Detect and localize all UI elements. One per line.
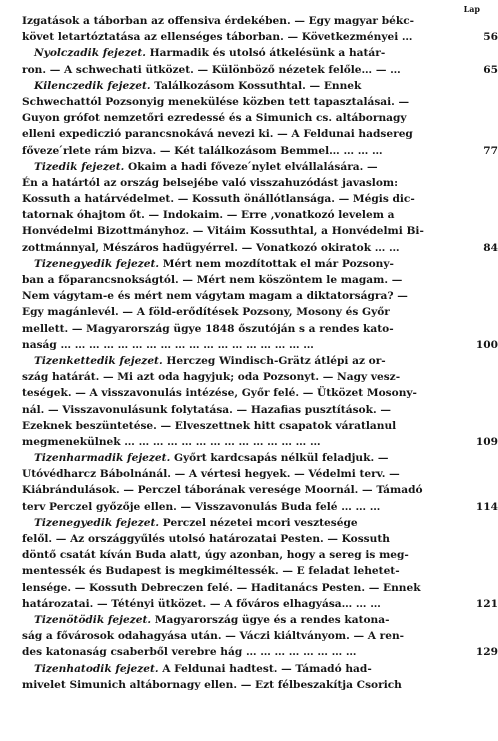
- toc-line: [22, 94, 474, 110]
- toc-line: [22, 272, 474, 288]
- toc-line: [22, 288, 474, 304]
- toc-line-text: lensége. — Kossuth Debreczen felé. — Haditanács Pesten. — Ennek: [22, 581, 421, 594]
- toc-line-text: Harmadik és utolsó átkelésünk a határ-: [145, 47, 386, 60]
- toc-line: [22, 13, 474, 29]
- page-number: 65: [483, 63, 498, 76]
- toc-line: [22, 628, 474, 644]
- toc-line-text: teségek. — A visszavonulás intézése, Győr felé. — Ütközet Mosony-: [22, 387, 417, 400]
- toc-line-text: Mért nem mozdítottak el már Pozsony-: [159, 257, 394, 270]
- toc-line: [22, 563, 474, 579]
- toc-line-text: szág határát. — Mi azt oda hagyjuk; oda Pozsonyt. — Nagy vesz-: [22, 371, 401, 384]
- toc-line: [22, 207, 474, 223]
- toc-line-text: követ letartóztatása az ellenséges táborban. — Következményei …: [22, 31, 413, 44]
- toc-line: [22, 385, 474, 401]
- toc-line-text: Kiábrándulások. — Perczel táborának veresége Moornál. — Támadó: [22, 484, 423, 497]
- toc-line: [22, 45, 474, 61]
- toc-line-text: Én a határtól az ország belsejébe való visszahuzódást javaslom:: [22, 176, 399, 189]
- toc-line: [22, 596, 498, 612]
- table-of-contents: [22, 13, 498, 693]
- toc-line: [22, 256, 474, 272]
- toc-line: [22, 644, 498, 660]
- toc-line-text: felől. — Az országgyűlés utolsó határozatai Pesten. — Kossuth: [22, 533, 390, 545]
- toc-line: [22, 321, 474, 337]
- toc-line-text: des katonaság csaberből verebre hág … … … … … … … …: [22, 646, 357, 659]
- page-number: 114: [475, 500, 498, 513]
- chapter-heading: Tizenharmadik fejezet.: [34, 452, 171, 465]
- toc-line: [22, 547, 474, 563]
- chapter-heading: Kilenczedik fejezet.: [34, 79, 151, 92]
- toc-line: [22, 434, 498, 450]
- page-number: 56: [483, 31, 498, 44]
- toc-entry: [22, 661, 474, 693]
- toc-line-text: Magyarország ügye és a rendes katona-: [151, 613, 390, 626]
- toc-line: [22, 223, 474, 239]
- toc-line-text: Ezeknek beszüntetése. — Elveszettnek hitt csapatok váratlanul: [22, 419, 397, 432]
- toc-entry: [22, 353, 498, 450]
- toc-line-text: A Feldunai hadtest. — Támadó had-: [158, 662, 372, 675]
- toc-line: [22, 661, 474, 677]
- toc-line-text: nál. — Visszavonulásunk folytatása. — Hazafias pusztítások. —: [22, 403, 391, 416]
- toc-line-text: zottmánnyal, Mészáros hadügyérrel. — Vonatkozó okiratok … …: [22, 241, 400, 254]
- page-number: 100: [475, 338, 498, 351]
- toc-line: [22, 402, 474, 418]
- toc-line-text: Herczeg Windisch-Grätz átlépi az or-: [162, 354, 386, 367]
- toc-line-text: határozatai. — Tétényi ütközet. — A főváros elhagyása… … …: [22, 597, 381, 610]
- toc-line: [22, 126, 474, 142]
- toc-line-text: Izgatások a táborban az offensiva érdekében. — Egy magyar békc-: [22, 15, 415, 27]
- page-number: 84: [483, 241, 498, 254]
- toc-line: [22, 515, 474, 531]
- page-number: 129: [475, 646, 498, 659]
- chapter-heading: Tizenötödik fejezet.: [34, 613, 152, 626]
- toc-line-text: mentessék és Budapest is megkiméltessék. — E feladat lehetet-: [22, 565, 400, 578]
- toc-line: [22, 110, 474, 126]
- toc-line: [22, 612, 474, 628]
- toc-line: [22, 499, 498, 515]
- toc-line-text: mellett. — Magyarország ügye 1848 őszutóján s a rendes kato-: [22, 322, 394, 335]
- toc-line: [22, 531, 474, 547]
- toc-entry: [22, 78, 498, 159]
- toc-line-text: Okaim a hadi főveze ́nylet elvállalására. —: [124, 160, 378, 173]
- toc-entry: [22, 256, 498, 353]
- toc-line-text: Nem vágytam-e és mért nem vágytam magam a diktatorságra? —: [22, 290, 408, 303]
- toc-line: [22, 78, 474, 94]
- toc-line-text: főveze ́rlete rám bizva. — Két találkozásom Bemmel… … … …: [22, 144, 383, 157]
- toc-line: [22, 191, 474, 207]
- toc-line-text: Találkozásom Kossuthtal. — Ennek: [150, 79, 362, 92]
- toc-line: [22, 143, 498, 159]
- toc-entry: [22, 515, 498, 612]
- toc-line: [22, 240, 498, 256]
- page-number: 77: [483, 144, 498, 157]
- toc-line: [22, 369, 474, 385]
- toc-entry: [22, 13, 498, 45]
- toc-line-text: terv Perczel győzője ellen. — Visszavonulás Buda felé … … …: [22, 500, 381, 513]
- toc-line: [22, 677, 474, 693]
- toc-line-text: Egy magánlevél. — A föld-erődítések Pozsony, Mosony és Győr: [22, 306, 390, 319]
- toc-entry: [22, 45, 498, 77]
- toc-line-text: Honvédelmi Bizottmányhoz. — Vitáim Kossuthtal, a Honvédelmi Bi-: [22, 225, 424, 238]
- toc-line: [22, 482, 474, 498]
- toc-line: [22, 353, 474, 369]
- toc-line-text: ság a fővárosok odahagyása után. — Váczi kiáltványom. — A ren-: [22, 630, 405, 643]
- toc-line-text: Utóvédharcz Bábolnánál. — A vértesi hegyek. — Védelmi terv. —: [22, 468, 400, 481]
- chapter-heading: Tizenkettedik fejezet.: [34, 354, 163, 367]
- toc-line: [22, 159, 474, 175]
- toc-line-text: döntő csatát kíván Buda alatt, úgy azonban, hogy a sereg is meg-: [22, 549, 409, 562]
- chapter-heading: Tizenegyedik fejezet.: [34, 516, 160, 529]
- toc-line-text: Guyon grófot nemzetőri ezredessé és a Simunich cs. altábornagy: [22, 112, 407, 125]
- toc-entry: [22, 612, 498, 661]
- page-number: 121: [475, 597, 498, 610]
- toc-line: [22, 418, 474, 434]
- toc-line-text: megmenekülnek … … … … … … … … … … … … … …: [22, 435, 321, 448]
- page-number: 109: [475, 435, 498, 448]
- toc-line-text: Perczel nézetei mcori vesztesége: [159, 516, 358, 529]
- toc-line-text: Schwechattól Pozsonyig menekülése közben tett tapasztalásai. —: [22, 95, 410, 108]
- page-column-label: Lap: [463, 4, 480, 14]
- toc-line: [22, 304, 474, 320]
- toc-line-text: naság … … … … … … … … … … … … … … … … … …: [22, 338, 314, 351]
- toc-entry: [22, 159, 498, 256]
- toc-line: [22, 175, 474, 191]
- toc-line-text: ban a főparancsnokságtól. — Mért nem köszöntem le magam. —: [22, 274, 403, 286]
- toc-line: [22, 62, 498, 78]
- toc-line: [22, 450, 474, 466]
- toc-line: [22, 337, 498, 353]
- toc-line: [22, 580, 474, 596]
- chapter-heading: Tizedik fejezet.: [34, 160, 125, 173]
- chapter-heading: Nyolczadik fejezet.: [34, 47, 146, 60]
- toc-line-text: ron. — A schwechati ütközet. — Különböző nézetek felőle… — …: [22, 63, 401, 76]
- toc-line-text: Kossuth a határvédelmet. — Kossuth önállótlansága. — Mégis dic-: [22, 193, 415, 206]
- toc-line: [22, 466, 474, 482]
- toc-line-text: tatornak óhajtom őt. — Indokaim. — Erre ,vonatkozó levelem a: [22, 209, 395, 222]
- toc-line: [22, 29, 498, 45]
- chapter-heading: Tizenhatodik fejezet.: [34, 662, 159, 675]
- toc-line-text: elleni expediczió parancsnokává nevezi ki. — A Feldunai hadsereg: [22, 128, 413, 141]
- toc-line-text: Győrt kardcsapás nélkül feladjuk. —: [170, 452, 389, 465]
- chapter-heading: Tizenegyedik fejezet.: [34, 257, 160, 270]
- toc-entry: [22, 450, 498, 515]
- toc-line-text: mivelet Simunich altábornagy ellen. — Ezt félbeszakítja Csorich: [22, 678, 402, 691]
